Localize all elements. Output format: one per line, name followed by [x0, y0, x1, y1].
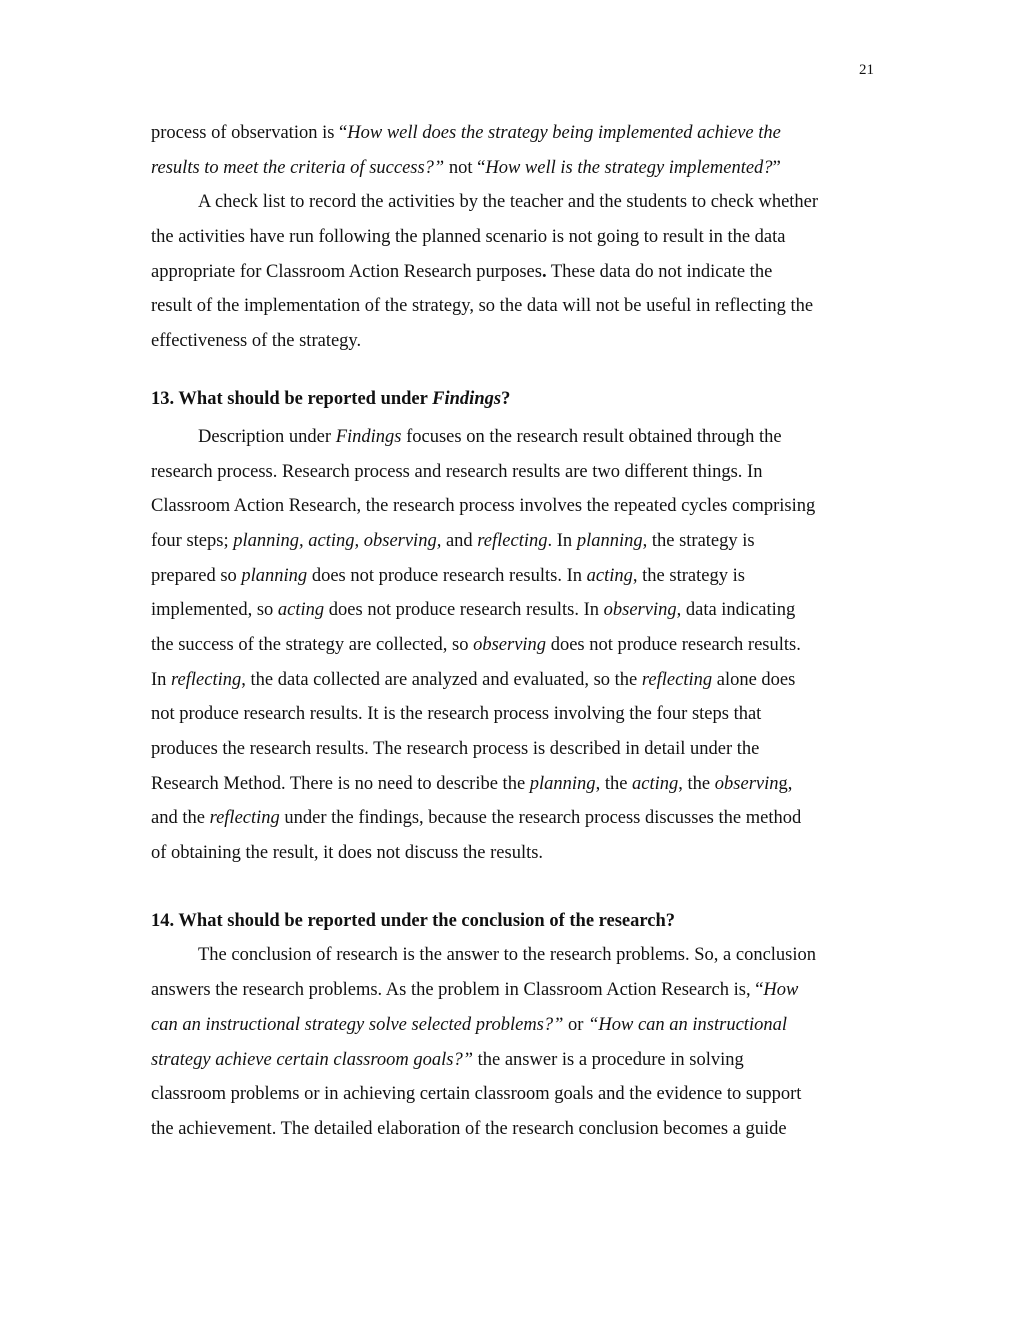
text-run: or	[563, 1014, 589, 1035]
text-run: answers the research problems. As the problem in Classroom Action Research is, “	[151, 980, 764, 1001]
text-run: does not produce research results. In	[307, 565, 587, 586]
text-run: , the strategy is	[642, 530, 755, 551]
paragraph-line: not produce research results. It is the research process involving the four steps that	[151, 704, 762, 725]
italic-run: planning	[576, 530, 643, 551]
text-run: Research Method. There is no need to describe the	[151, 773, 530, 794]
paragraph-line	[151, 559, 875, 594]
text-run: and	[441, 530, 478, 551]
text-run: , the data collected are analyzed and evaluated, so the	[241, 669, 642, 690]
text-run: under the findings, because the research process discusses the method	[279, 808, 802, 829]
text-run: alone does	[712, 669, 796, 690]
page-body	[151, 116, 875, 1147]
paragraph-line	[151, 663, 875, 698]
paragraph-line: Classroom Action Research, the research process involves the repeated cycles comprising	[151, 496, 816, 517]
paragraph-line: the activities have run following the planned scenario is not going to result in the data	[151, 227, 786, 248]
italic-run: strategy achieve certain classroom goals?”	[151, 1049, 473, 1070]
italic-run: planning	[241, 565, 308, 586]
paragraph-line	[151, 593, 875, 628]
paragraph-line: The conclusion of research is the answer to the research problems. So, a conclusion	[198, 945, 817, 966]
text-run: Description under	[198, 426, 336, 447]
paragraph-line	[151, 524, 875, 559]
italic-run: Findings	[335, 426, 402, 447]
paragraph-line: of obtaining the result, it does not discuss the results.	[151, 843, 544, 864]
text-run: four steps;	[151, 530, 234, 551]
paragraph-line	[151, 420, 875, 455]
paragraph-line	[151, 1008, 875, 1043]
paragraph-line	[151, 801, 875, 836]
paragraph-line	[151, 255, 875, 290]
text-run: , the strategy is	[632, 565, 745, 586]
text-run: , the	[595, 773, 633, 794]
italic-run: planning	[529, 773, 596, 794]
heading-italic: Findings	[432, 388, 502, 409]
text-run: appropriate for Classroom Action Research purposes	[151, 261, 542, 282]
paragraph-line: A check list to record the activities by the teacher and the students to check whether	[198, 192, 819, 213]
text-run: ”	[772, 157, 781, 178]
text-run: . In	[547, 530, 577, 551]
text-run: and the	[151, 808, 210, 829]
italic-run: observing	[473, 634, 547, 655]
italic-run: observin	[714, 773, 779, 794]
italic-run: can an instructional strategy solve selected problems?”	[151, 1014, 564, 1035]
paragraph-line: research process. Research process and research results are two different things. In	[151, 461, 763, 482]
italic-run: How well does the strategy being implemented achieve the	[347, 123, 781, 143]
page-number: 21	[859, 62, 874, 78]
italic-run: results to meet the criteria of success?”	[151, 157, 445, 178]
italic-run: reflecting	[171, 669, 242, 690]
heading-text: 13. What should be reported under	[151, 388, 433, 409]
section-heading-13	[151, 382, 875, 416]
paragraph-line	[151, 767, 875, 802]
italic-run: acting	[277, 600, 325, 621]
italic-run: “How can an instructional	[588, 1014, 787, 1035]
paragraph-line: effectiveness of the strategy.	[151, 331, 362, 352]
text-run: implemented, so	[151, 600, 278, 621]
paragraph-line	[151, 116, 875, 151]
italic-run: reflecting	[209, 808, 280, 829]
italic-run: observing	[603, 600, 677, 621]
text-run: , the	[678, 773, 715, 794]
text-run: g,	[778, 773, 793, 794]
italic-run: acting	[586, 565, 633, 586]
text-run: does not produce research results. In	[324, 600, 604, 621]
text-run: process of observation is “	[151, 123, 348, 143]
italic-run: reflecting	[477, 530, 548, 551]
paragraph-line: produces the research results. The research process is described in detail under the	[151, 739, 760, 759]
text-run: These data do not indicate the	[546, 261, 773, 282]
paragraph-line: classroom problems or in achieving certain classroom goals and the evidence to support	[151, 1084, 802, 1105]
italic-run: How	[763, 980, 799, 1001]
heading-text: ?	[501, 388, 511, 409]
text-run: prepared so	[151, 565, 242, 586]
paragraph-line: the achievement. The detailed elaboration of the research conclusion becomes a guide	[151, 1118, 787, 1139]
italic-run: acting	[632, 773, 679, 794]
italic-run: planning, acting, observing,	[233, 530, 442, 551]
text-run: the answer is a procedure in solving	[473, 1049, 744, 1070]
italic-run: reflecting	[641, 669, 713, 690]
text-run: In	[151, 669, 172, 690]
paragraph-line	[151, 151, 875, 186]
text-run: the success of the strategy are collected, so	[151, 634, 474, 655]
text-run: does not produce research results.	[546, 634, 801, 655]
paragraph-line: result of the implementation of the strategy, so the data will not be useful in reflecting the	[151, 296, 814, 317]
paragraph-line	[151, 973, 875, 1008]
text-run: not “	[444, 157, 486, 178]
section-heading-14: 14. What should be reported under the conclusion of the research?	[151, 910, 676, 931]
paragraph-line	[151, 628, 875, 663]
bold-run: .	[541, 261, 547, 282]
text-run: focuses on the research result obtained through the	[401, 426, 782, 447]
text-run: , data indicating	[676, 600, 796, 621]
italic-run: How well is the strategy implemented?	[485, 157, 773, 178]
paragraph-line	[151, 1043, 875, 1078]
